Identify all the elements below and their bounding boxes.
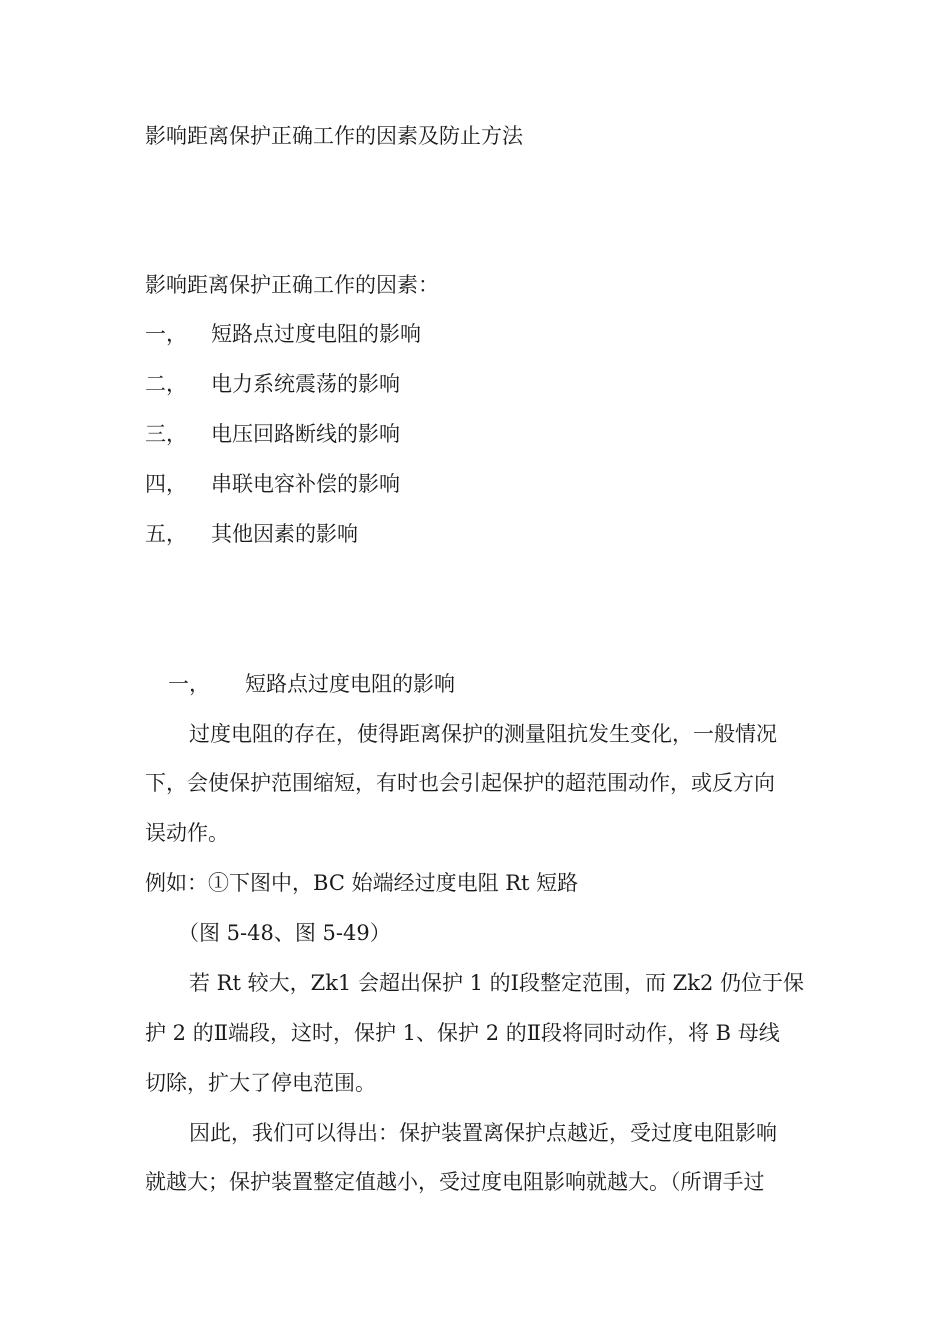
section-title: 短路点过度电阻的影响 [245, 672, 455, 696]
factor-text: 电力系统震荡的影响 [211, 372, 400, 396]
factor-text: 短路点过度电阻的影响 [211, 322, 421, 346]
factor-item [145, 419, 400, 449]
factors-heading: 影响距离保护正确工作的因素： [145, 273, 439, 297]
paragraph-line: 下，会使保护范围缩短，有时也会引起保护的超范围动作，或反方向 [145, 771, 775, 795]
paragraph-line: 误动作。 [145, 821, 229, 845]
factor-number: 四， [145, 472, 187, 496]
factor-item [145, 469, 400, 499]
figure-reference: （图 5-48、图 5-49） [178, 921, 391, 945]
factor-text: 其他因素的影响 [211, 522, 358, 546]
section-heading [168, 669, 455, 699]
paragraph-line: 切除，扩大了停电范围。 [145, 1071, 376, 1095]
section-number: 一， [168, 672, 210, 696]
example-line: 例如：①下图中，BC 始端经过度电阻 Rt 短路 [145, 871, 579, 895]
paragraph-line: 就越大；保护装置整定值越小，受过度电阻影响就越大。（所谓手过 [145, 1170, 765, 1194]
factor-text: 电压回路断线的影响 [211, 422, 400, 446]
factor-number: 一， [145, 322, 187, 346]
paragraph-line: 因此，我们可以得出：保护装置离保护点越近，受过度电阻影响 [189, 1121, 777, 1145]
factor-item [145, 319, 421, 349]
paragraph-line: 过度电阻的存在，使得距离保护的测量阻抗发生变化，一般情况 [189, 722, 777, 746]
paragraph-line: 护 2 的Ⅱ端段，这时，保护 1、保护 2 的Ⅱ段将同时动作，将 B 母线 [145, 1021, 780, 1045]
factor-item [145, 369, 400, 399]
factor-number: 三， [145, 422, 187, 446]
factor-text: 串联电容补偿的影响 [211, 472, 400, 496]
factor-item [145, 519, 358, 549]
factor-number: 五， [145, 522, 187, 546]
paragraph-line: 若 Rt 较大，Zk1 会超出保护 1 的Ⅰ段整定范围，而 Zk2 仍位于保 [189, 971, 804, 995]
factor-number: 二， [145, 372, 187, 396]
document-title: 影响距离保护正确工作的因素及防止方法 [145, 124, 523, 148]
